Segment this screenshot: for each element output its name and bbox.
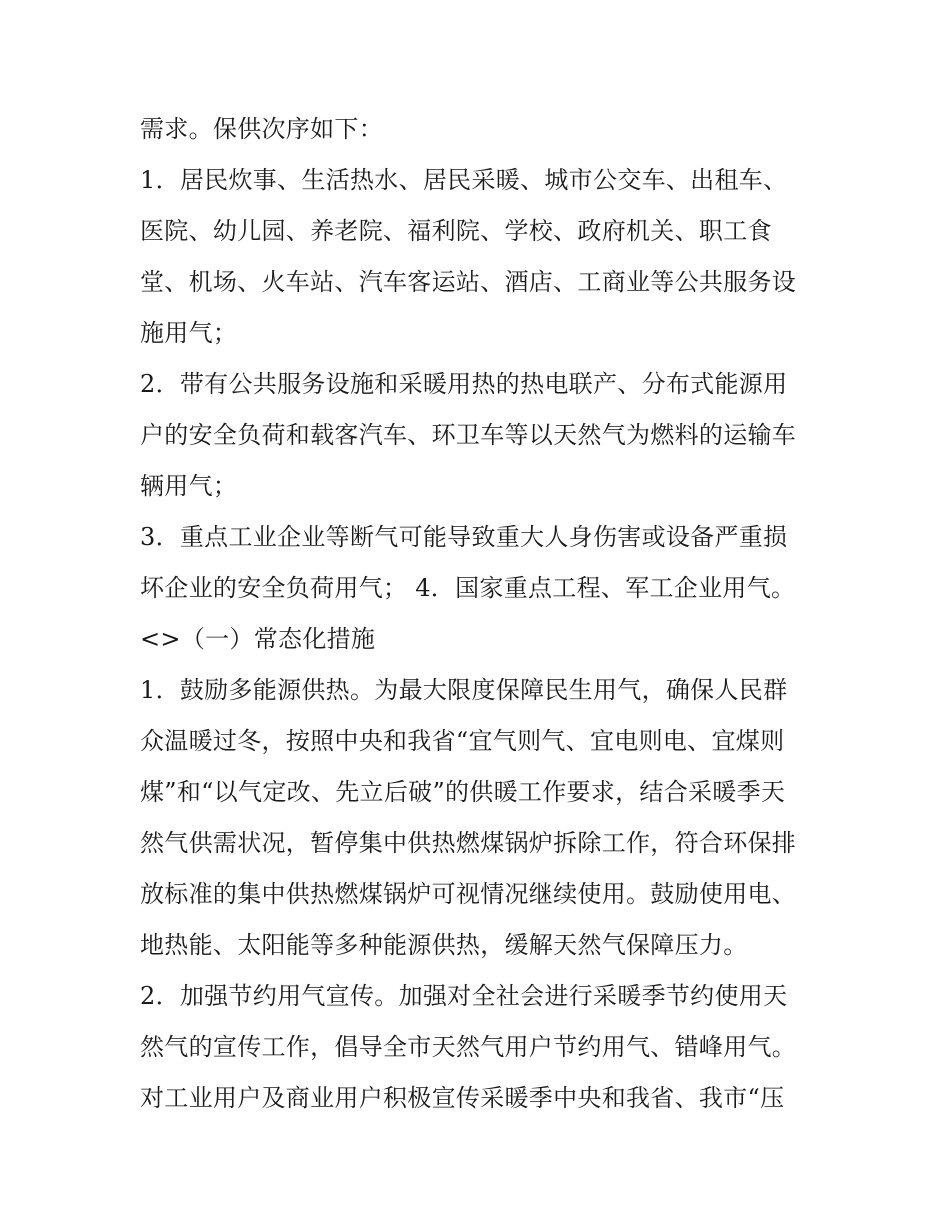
text-line: 煤”和“以气定改、先立后破”的供暖工作要求，结合采暖季天 bbox=[140, 778, 786, 806]
text-line: 需求。保供次序如下： bbox=[140, 115, 383, 143]
text-line: 施用气； bbox=[140, 319, 238, 347]
text-line: 地热能、太阳能等多种能源供热，缓解天然气保障压力。 bbox=[140, 931, 748, 959]
text-line: 众温暖过冬，按照中央和我省“宜气则气、宜电则电、宜煤则 bbox=[140, 727, 785, 755]
text-line: 放标准的集中供热燃煤锅炉可视情况继续使用。鼓励使用电、 bbox=[140, 880, 797, 908]
text-line: 1．鼓励多能源供热。为最大限度保障民生用气，确保人民群 bbox=[140, 676, 788, 704]
text-line: 然气的宣传工作，倡导全市天然气用户节约用气、错峰用气。 bbox=[140, 1033, 797, 1061]
text-line: 然气供需状况，暂停集中供热燃煤锅炉拆除工作，符合环保排 bbox=[140, 829, 797, 857]
text-line: 堂、机场、火车站、汽车客运站、酒店、工商业等公共服务设 bbox=[140, 268, 797, 296]
text-line: 3．重点工业企业等断气可能导致重大人身伤害或设备严重损 bbox=[140, 523, 788, 551]
text-line: 2．加强节约用气宣传。加强对全社会进行采暖季节约使用天 bbox=[140, 982, 788, 1010]
text-line: 对工业用户及商业用户积极宣传采暖季中央和我省、我市“压 bbox=[140, 1084, 785, 1112]
text-line: 辆用气； bbox=[140, 472, 238, 500]
text-line: 坏企业的安全负荷用气； 4．国家重点工程、军工企业用气。 bbox=[140, 574, 796, 602]
section-heading: <>（一）常态化措施 bbox=[140, 625, 376, 653]
text-line: 2．带有公共服务设施和采暖用热的热电联产、分布式能源用 bbox=[140, 370, 788, 398]
text-line: 医院、幼儿园、养老院、福利院、学校、政府机关、职工食 bbox=[140, 217, 772, 245]
text-line: 户的安全负荷和载客汽车、环卫车等以天然气为燃料的运输车 bbox=[140, 421, 797, 449]
text-line: 1．居民炊事、生活热水、居民采暖、城市公交车、出租车、 bbox=[140, 166, 788, 194]
